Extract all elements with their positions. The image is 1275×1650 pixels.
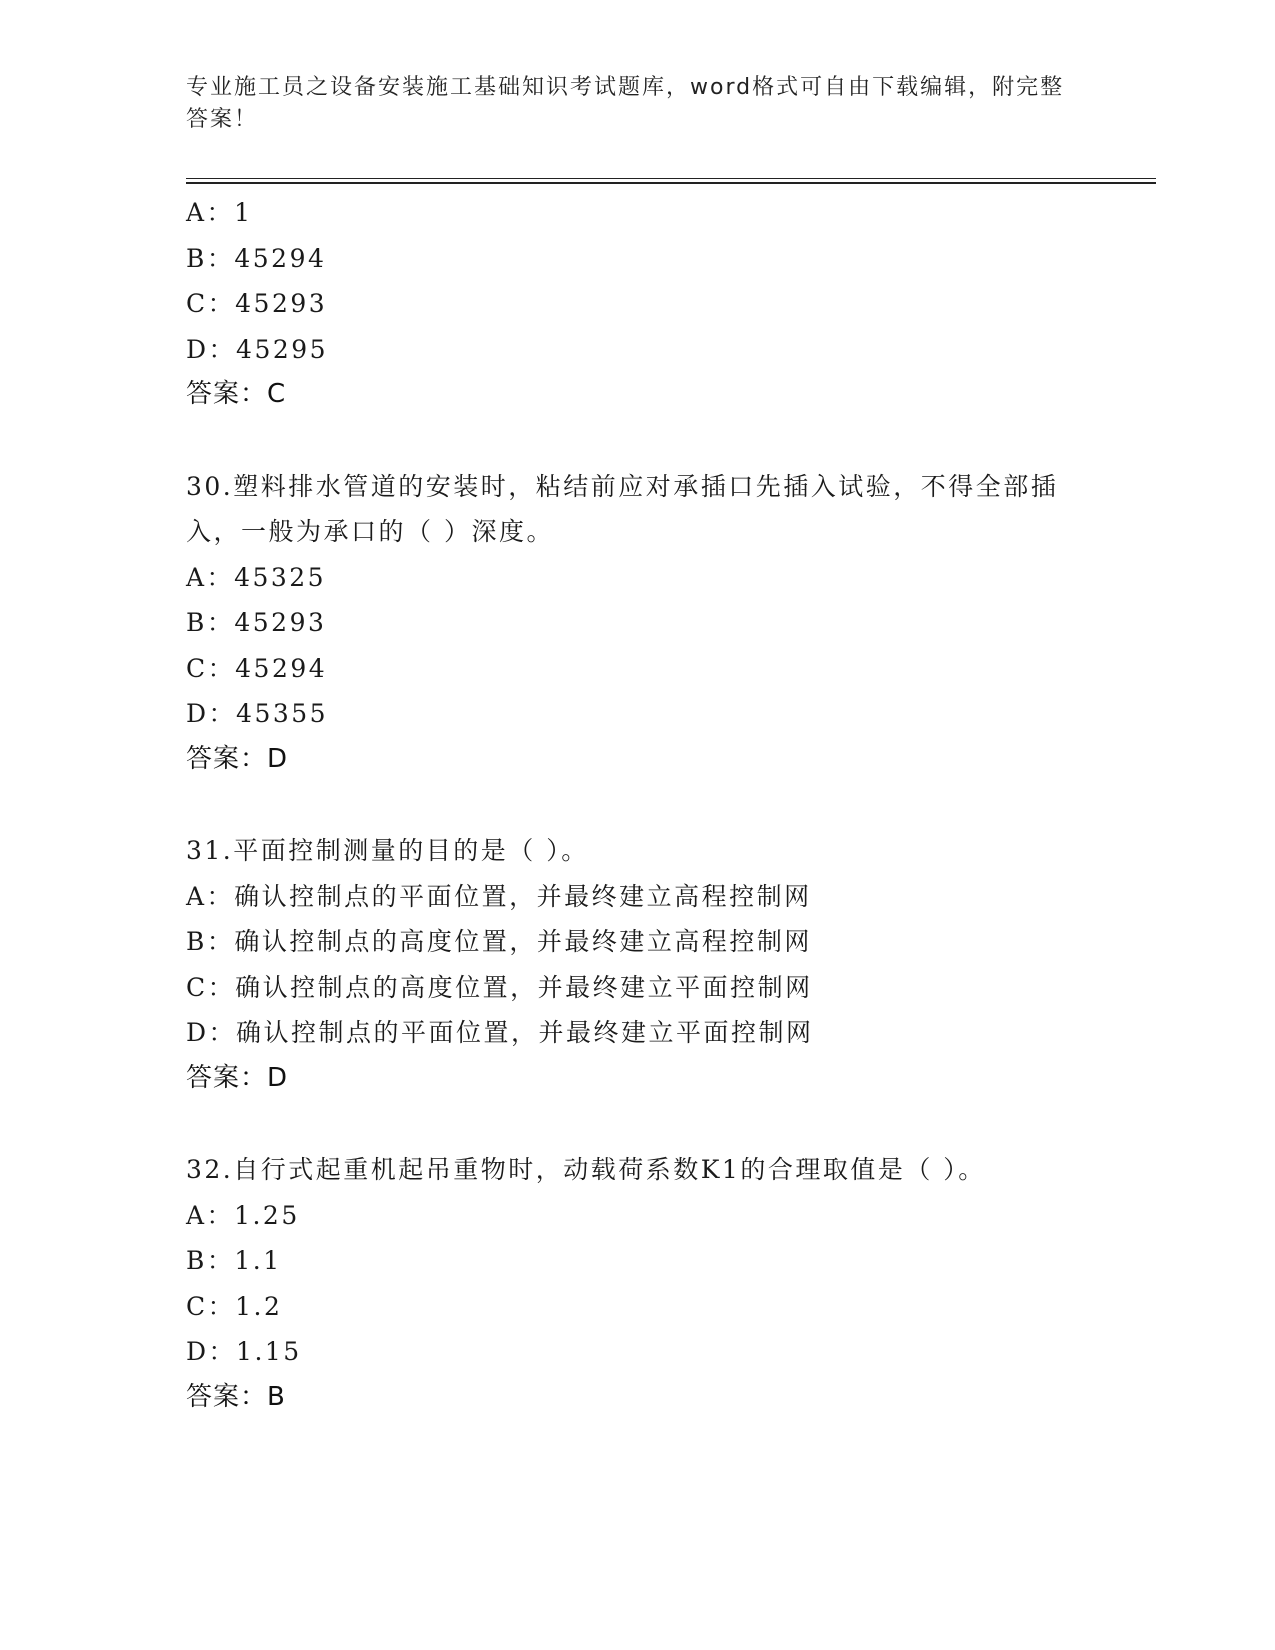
option-c: C：确认控制点的高度位置，并最终建立平面控制网 xyxy=(186,972,813,1002)
option-a: A：1.25 xyxy=(186,1200,300,1230)
spacer xyxy=(186,1101,1116,1147)
option-b: B：1.1 xyxy=(186,1246,282,1275)
question-block xyxy=(186,190,1116,418)
option-a: A：1 xyxy=(186,198,253,227)
header-divider-thin xyxy=(186,178,1156,179)
question-text: 32.自行式起重机起吊重物时，动载荷系数K1的合理取值是（ ）。 xyxy=(186,1155,986,1184)
answer-line: 答案：D xyxy=(186,1062,289,1093)
question-block xyxy=(186,828,1116,1101)
header-divider-thick xyxy=(186,182,1156,184)
option-d: D：45355 xyxy=(186,699,329,728)
option-b: B：45293 xyxy=(186,608,327,637)
question-text: 30.塑料排水管道的安装时，粘结前应对承插口先插入试验，不得全部插入，一般为承口的（ ）深度。 xyxy=(186,471,1059,546)
option-a: A：确认控制点的平面位置，并最终建立高程控制网 xyxy=(186,881,812,911)
option-b: B：45294 xyxy=(186,243,327,273)
option-b: B：确认控制点的高度位置，并最终建立高程控制网 xyxy=(186,927,812,956)
option-c: C：45294 xyxy=(186,653,328,683)
question-list xyxy=(186,190,1116,1420)
spacer xyxy=(186,782,1116,828)
question-block xyxy=(186,1147,1116,1420)
spacer xyxy=(186,418,1116,464)
answer-line: 答案：D xyxy=(186,743,289,774)
question-text: 31.平面控制测量的目的是（ ）。 xyxy=(186,836,589,865)
answer-line: 答案：B xyxy=(186,1381,286,1412)
option-a: A：45325 xyxy=(186,562,327,592)
question-block xyxy=(186,464,1116,783)
option-c: C：1.2 xyxy=(186,1291,283,1321)
option-c: C：45293 xyxy=(186,289,328,318)
document-header: 专业施工员之设备安装施工基础知识考试题库，word格式可自由下载编辑，附完整答案！ xyxy=(186,75,1065,132)
answer-line: 答案：C xyxy=(186,379,287,409)
option-d: D：1.15 xyxy=(186,1337,302,1366)
option-d: D：确认控制点的平面位置，并最终建立平面控制网 xyxy=(186,1018,814,1047)
option-d: D：45295 xyxy=(186,334,329,364)
